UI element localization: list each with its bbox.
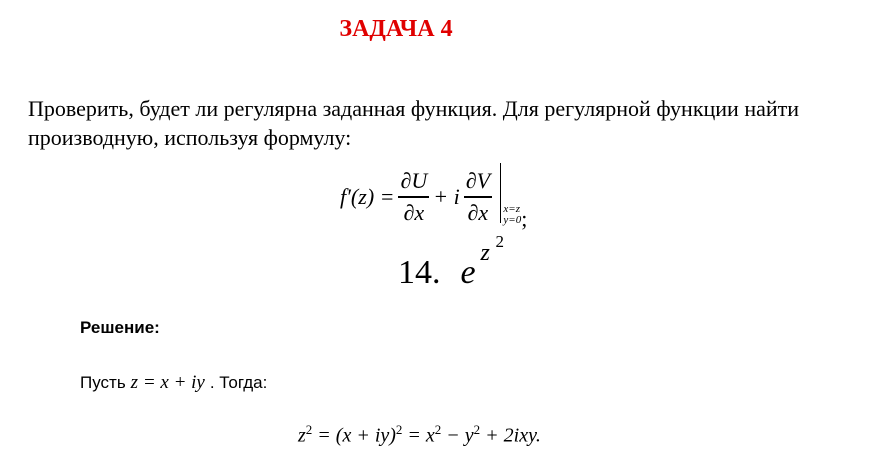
fraction-dv-dx	[464, 168, 492, 225]
eq-part: = x	[407, 424, 435, 447]
exp-exponent-power: 2	[495, 232, 504, 251]
formula-semicolon: ;	[521, 206, 528, 231]
square-equation	[298, 422, 541, 448]
exp-base: e	[460, 254, 476, 291]
formula-lhs: f′(z) =	[340, 184, 395, 209]
solution-substitution	[80, 372, 267, 394]
fraction-numerator: ∂U	[400, 168, 428, 194]
fraction-denominator: ∂x	[403, 199, 425, 225]
problem-number: 14.	[398, 254, 441, 291]
fraction-du-dx	[398, 168, 429, 225]
eq-sup: 2	[305, 422, 313, 437]
evaluation-bar	[500, 163, 501, 223]
substitution-prefix: Пусть	[80, 373, 126, 392]
substitution-suffix: . Тогда:	[209, 373, 268, 392]
eq-part: = (x + iy)	[317, 424, 396, 447]
task-statement: Проверить, будет ли регулярна заданная функция. Для регулярной функции найти производную, используя формулу:	[28, 96, 800, 150]
condition-y: y=0	[503, 214, 522, 226]
eq-lhs: z	[298, 424, 306, 447]
substitution-expression: z = x + iy	[130, 372, 205, 393]
task-title: ЗАДАЧА 4	[339, 16, 453, 42]
problem-expression	[398, 232, 504, 292]
eq-sup: 2	[473, 422, 481, 437]
solution-heading: Решение:	[80, 318, 160, 337]
fraction-denominator: ∂x	[467, 199, 489, 225]
evaluation-conditions	[503, 204, 521, 226]
eq-part: + 2ixy.	[485, 424, 541, 447]
condition-x: x=z	[503, 203, 521, 215]
eq-sup: 2	[434, 422, 442, 437]
problem-function	[460, 232, 504, 292]
formula-plus-i: + i	[433, 184, 460, 209]
derivative-formula	[340, 162, 527, 232]
eq-sup: 2	[395, 422, 403, 437]
fraction-numerator: ∂V	[465, 168, 491, 194]
exp-exponent: z	[480, 240, 490, 266]
eq-part: − y	[446, 424, 474, 447]
